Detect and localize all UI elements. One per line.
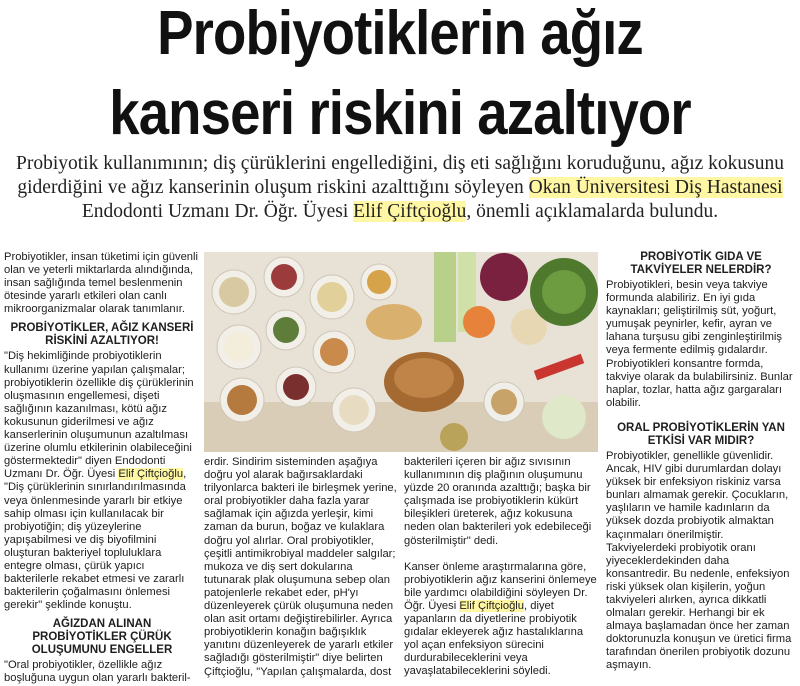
headline-line-2: kanseri riskini azaltıyor <box>109 79 691 148</box>
column-4 <box>606 251 796 673</box>
col3-paragraph-2 <box>404 561 598 679</box>
col2-paragraph-1: erdir. Sindirim sisteminden aşağıya doğru yol alarak bağırsaklardaki trilyonlarca bakteri ile birleşmek yerine, oral probiyotikler daha fazla yarar sağlamak için ağızda yerleşir, kimi zaman da burun, boğaz ve kulaklara doğru yol alırlar. Oral probiyotikler, çeşitli antimikrobiyal maddeler salgılar; mukoza ve diş sert dokularına tutunarak plak oluşumuna sebep olan patojenlerle rekabet eder, pH'yı düzenleyerek çürük oluşumuna neden olan asit ortamı değiştirebilirler. Ayrıca probiyotiklerin konağın bağışıklık yanıtını düzenleyerek de yararlı etkiler sağladığı gösterilmiştir" diye belirten Çiftçioğlu, "Yapılan çalışmalarda, dost <box>204 456 397 678</box>
col3-p2-text-b: , diyet yapanların da diyetlerine probiyotik gıdalar ekleyerek ağız hastalıklarına yol açan enfeksiyon sürecini durdurabileceklerini veya yavaşlatabileceklerini söyledi. <box>404 599 584 678</box>
col3-p2-text-a: Kanser önleme araştırmalarına göre, probiyotiklerin ağız kanserini önlemeye bile yardımcı olabildiğini söyleyen Dr. Öğr. Üyesi <box>404 560 597 612</box>
col3-p2-highlight-name: Elif Çiftçioğlu <box>459 599 525 612</box>
col3-paragraph-1: bakterileri içeren bir ağız sıvısının kullanımının diş plağının oluşumunu yüzde 20 oranında azalttığı; başka bir çalışmada ise probiyotiklerin kükürt bileşikleri üreterek, ağız kokusuna neden olan bakterileri yok edebileceği gösterilmiştir" dedi. <box>404 456 592 547</box>
intro-text-3: , önemli açıklamalarda bulundu. <box>466 201 719 222</box>
probiotic-foods-photo <box>204 252 598 452</box>
intro-text-2: Endodonti Uzmanı Dr. Öğr. Üyesi <box>81 201 354 222</box>
column-1 <box>4 251 200 686</box>
headline-line-1: Probiyotiklerin ağız <box>157 0 643 68</box>
intro-paragraph <box>0 152 800 224</box>
food-illustration <box>204 252 598 452</box>
col4-subheading-2: ORAL PROBİYOTİKLERİN YAN ETKİSİ VAR MIDIR? <box>617 421 785 447</box>
col1-subheading-1: PROBİYOTİKLER, AĞIZ KANSERİ RİSKİNİ AZALTIYOR! <box>10 322 194 348</box>
col1-p2-text-a: "Diş hekimliğinde probiyotiklerin kullanımı üzerine yapılan çalışmalar; probiyotiklerin özellikle diş çürüklerinin oluşmasının engellemesi, dişeti sağlığının kazanılması, kötü ağız kokusunun giderilmesi ve ağız kanserlerinin oluşumunun azaltılması üzerine olumlu etkilerinin olabileceğini göstermektedir" diyen Endodonti Uzmanı Dr. Öğr. Üyesi <box>4 350 194 481</box>
col1-paragraph-3: "Oral probiyotikler, özellikle ağız boşluğuna uygun olan yararlı bakteril- <box>4 659 191 685</box>
col1-p2-highlight-name: Elif Çiftçioğlu <box>118 468 184 481</box>
col1-paragraph-1: Probiyotikler, insan tüketimi için güvenli olan ve yeterli miktarlarda alındığında, insan sağlığında temel beslenmenin ötesinde yararlı etkileri olan canlı mikroorganizmalar olarak tanımlanır. <box>4 251 199 316</box>
col4-paragraph-2: Probiyotikler, genellikle güvenlidir. Ancak, HIV gibi durumlardan dolayı yüksek bir enfeksiyon riskiniz varsa bunları almamak gerekir. Çocukların, yaşlıların ve hamile kadınların da yüksek dozda probiyotik almaktan kaçınmaları önerilmiştir. Takviyelerdeki probiyotik oranı yiyeceklerdekinden daha konsantredir. Bu nedenle, enfeksiyon riski yüksek olan kişilerin, yoğun takviyeleri alırken, ayrıca dikkatli olmaları gerekir. Herhangi bir ek almaya başlamadan önce her zaman doktorunuzla konuşun ve üretici firma tarafından önerilen probiyotik dozunu aşmayın. <box>606 449 792 672</box>
col1-p2-text-b: , "Diş çürüklerinin sınırlandırılmasında veya önlenmesinde yararlı bir etkiye sahip olması için kullanılacak bir probiyotiğin; diş yüzeylerine yapışabilmesi ve diş biyofilmini oluşturan bakteriyel topluluklara entegre olması, çürük yapıcı bakterilerle rekabet etmesi ve zararlı bakterilerin çoğalmasını önlemesi gerekir" şeklinde konuştu. <box>4 468 187 612</box>
column-3 <box>404 456 598 679</box>
intro-text-1: Probiyotik kullanımının; diş çürüklerini engellediğini, diş eti sağlığını koruduğunu, ağız kokusunu giderdiğini ve ağız kanserinin oluşum riskini azalttığını söyleyen <box>15 153 784 198</box>
column-2 <box>204 456 400 679</box>
intro-highlight-name: Elif Çiftçioğlu <box>353 201 467 222</box>
intro-highlight-hospital: Okan Üniversitesi Diş Hastanesi <box>528 177 783 198</box>
col4-paragraph-1: Probiyotikleri, besin veya takviye formunda alabiliriz. En iyi gıda kaynakları; geliştirilmiş süt, yoğurt, yumuşak peynirler, kefir, ayran ve lahana turşusu gibi zenginleştirilmiş veya fermente edilmiş gıdalardır. Probiyotikleri konsantre formda, takviye olarak da bulabilirsiniz. Bunlar haplar, tozlar, hatta ağız gargaraları olabilir. <box>606 279 793 409</box>
col4-subheading-1: PROBİYOTİK GIDA VE TAKVİYELER NELERDİR? <box>630 251 772 276</box>
col1-subheading-2: AĞIZDAN ALINAN PROBİYOTİKLER ÇÜRÜK OLUŞUMUNU ENGELLER <box>31 618 173 657</box>
col1-paragraph-2 <box>4 350 200 612</box>
